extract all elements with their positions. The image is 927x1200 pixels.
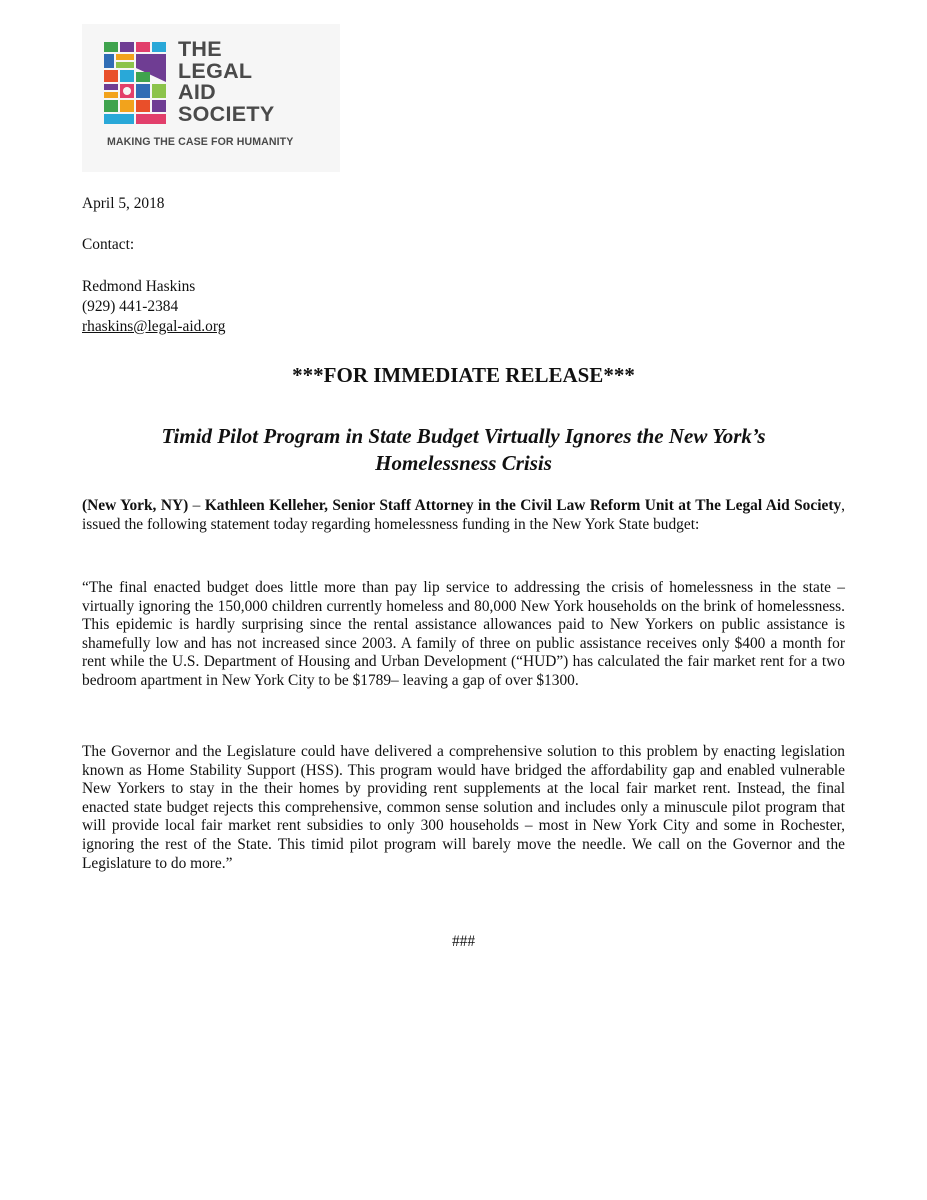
quote-paragraph-1: “The final enacted budget does little more than pay lip service to addressing the crisis of homelessness in the state – virtually ignoring the 150,000 children currently homeless and 80,000 New York households on the brink of homelessness. This epidemic is hardly surprising since the rental assistance allowances paid to New Yorkers on public assistance is shamefully low and has not increased since 2003. A family of three on public assistance receives only $400 a month for rent while the U.S. Department of Housing and Urban Development (“HUD”) has calculated the fair market rent for a two bedroom apartment in New York City to be $1789– leaving a gap of over $1300. <box>82 579 845 689</box>
legal-aid-society-logo-mark-icon <box>104 42 168 126</box>
contact-email-link[interactable]: rhaskins@legal-aid.org <box>82 318 226 335</box>
release-banner: ***FOR IMMEDIATE RELEASE*** <box>292 363 635 387</box>
release-date: April 5, 2018 <box>82 195 165 212</box>
headline <box>82 423 845 477</box>
contact-name: Redmond Haskins <box>82 278 196 295</box>
logo-line-legal: LEGAL <box>178 58 253 83</box>
dateline-dash: – <box>188 497 205 514</box>
logo <box>82 24 340 172</box>
headline-line-1: Timid Pilot Program in State Budget Virtually Ignores the New York’s <box>161 424 766 448</box>
headline-line-2: Homelessness Crisis <box>375 451 552 475</box>
logo-line-aid: AID <box>178 80 216 104</box>
logo-line-society: SOCIETY <box>178 101 275 126</box>
intro-paragraph <box>82 497 845 534</box>
quote-paragraph-2: The Governor and the Legislature could have delivered a comprehensive solution to this problem by enacting legislation known as Home Stability Support (HSS). This program would have bridged the affordability gap and enabled vulnerable New Yorkers to stay in the their homes by providing rent supplements at the local fair market rent. Instead, the final enacted state budget rejects this comprehensive, common sense solution and includes only a minuscule pilot program that will provide local fair market rent subsidies to only 300 households – most in New York City and some in Rochester, ignoring the rest of the State. This timid pilot program will barely move the needle. We call on the Governor and the Legislature to do more.” <box>82 743 845 872</box>
end-mark: ### <box>451 933 476 950</box>
logo-tagline: MAKING THE CASE FOR HUMANITY <box>107 136 294 148</box>
dateline: (New York, NY) <box>82 497 189 514</box>
speaker: Kathleen Kelleher, Senior Staff Attorney in the Civil Law Reform Unit at The Legal Aid Society <box>204 497 842 514</box>
intro-rest: , issued the following statement today regarding homelessness funding in the New York State budget: <box>82 497 846 533</box>
logo-wordmark <box>178 39 274 125</box>
contact-label: Contact: <box>82 236 135 253</box>
logo-line-the: THE <box>178 37 222 61</box>
contact-phone: (929) 441-2384 <box>82 298 179 315</box>
